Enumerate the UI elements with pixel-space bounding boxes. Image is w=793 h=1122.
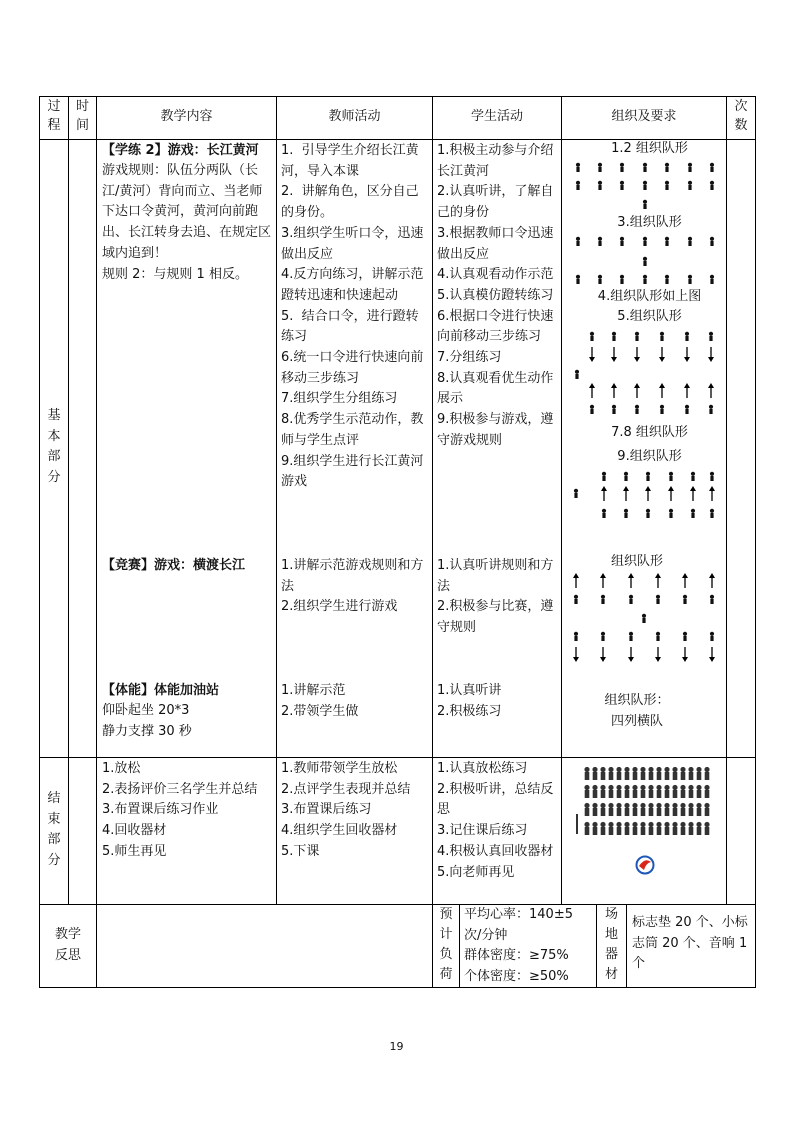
basic-section-label: 基 本 部 分: [47, 408, 61, 486]
arrow-up-icon: [601, 486, 607, 501]
arrow-up-icon: [684, 383, 690, 398]
student-marker: [620, 237, 624, 246]
arrow-up-icon: [600, 573, 606, 588]
header-organization: 组织及要求: [611, 109, 677, 124]
student-marker: [685, 332, 689, 341]
student-marker: [665, 237, 669, 246]
student-marker: [688, 237, 692, 246]
fitness-items: 仰卧起坐 20*3 静力支撑 30 秒: [102, 703, 192, 739]
arrow-up-icon: [708, 383, 714, 398]
student-marker: [629, 595, 633, 604]
header-student: 学生活动: [470, 109, 523, 124]
student-marker: [669, 472, 673, 481]
header-times: 次 数: [734, 99, 748, 133]
arrow-down-icon: [634, 347, 640, 362]
student-marker: [685, 405, 689, 414]
student-marker: [710, 275, 714, 284]
arrow-down-icon: [682, 647, 688, 662]
student-marker: [643, 163, 647, 172]
student-marker: [576, 275, 580, 284]
game2-title: 【竞赛】游戏：横渡长江: [102, 558, 246, 573]
teacher-marker: [643, 200, 647, 209]
ending-student-activity: 1.认真放松练习 2.积极听讲，总结反思 3.记住课后练习 4.积极认真回收器材 5.向老师再见: [437, 761, 554, 880]
student-marker: [709, 332, 713, 341]
student-marker: [710, 181, 714, 190]
formation-label-6: 9.组织队形: [617, 449, 682, 464]
crowd-row: [584, 767, 709, 780]
game1-teacher-activity: 1. 引导学生介绍长江黄河，导入本课 2. 讲解角色，区分自己的身份。 3.组织学生听口令，迅速做出反应 4.反方向练习，讲解示范蹬转迅速和快速起动 5. 结合口令，进行蹬转练习 6.统一口令进行快速向前移动三步练习 7.组织学生分组练习 8.优秀学生示范动作，教师与学生点评 9.组织学生进行长江黄河游戏: [281, 143, 424, 490]
student-marker: [665, 181, 669, 190]
fitness-title: 【体能】体能加油站: [102, 683, 220, 698]
game2-teacher-activity: 1.讲解示范游戏规则和方法 2.组织学生进行游戏: [281, 558, 424, 615]
reflection-label: 教学 反思: [54, 927, 81, 963]
teacher-marker: [575, 370, 579, 379]
student-marker: [624, 472, 628, 481]
arrow-up-icon: [709, 486, 715, 501]
student-marker: [660, 405, 664, 414]
student-marker: [574, 595, 578, 604]
student-marker: [598, 181, 602, 190]
teacher-marker: [574, 489, 578, 498]
student-marker: [620, 163, 624, 172]
game2-formation-label: 组织队形: [611, 554, 664, 569]
student-marker: [624, 509, 628, 518]
teacher-marker: [643, 257, 647, 266]
student-marker: [688, 181, 692, 190]
game1-title: 【学练 2】游戏：长江黄河: [102, 143, 259, 158]
student-marker: [612, 332, 616, 341]
arrow-up-icon: [668, 486, 674, 501]
formation-5-diagram: [575, 332, 714, 414]
arrow-up-icon: [655, 573, 661, 588]
arrow-down-icon: [708, 347, 714, 362]
arrow-up-icon: [690, 486, 696, 501]
student-marker: [576, 237, 580, 246]
load-values: 平均心率：140±5 次/分钟 群体密度：≥75% 个体密度：≥50%: [464, 907, 573, 984]
student-marker: [691, 472, 695, 481]
student-marker: [629, 632, 633, 641]
arrow-down-icon: [659, 347, 665, 362]
crowd-row: [584, 785, 709, 798]
crowd-row: [584, 803, 709, 816]
student-marker: [612, 405, 616, 414]
student-marker: [709, 405, 713, 414]
student-marker: [620, 181, 624, 190]
teacher-marker: [642, 614, 646, 623]
fitness-student-activity: 1.认真听讲 2.积极练习: [437, 683, 502, 719]
student-marker: [598, 275, 602, 284]
ending-content: 1.放松 2.表扬评价三名学生并总结 3.布置课后练习作业 4.回收器材 5.师生再见: [102, 761, 258, 859]
student-marker: [574, 632, 578, 641]
formation-label-1: 1.2 组织队形: [611, 141, 688, 156]
student-marker: [710, 237, 714, 246]
student-marker: [635, 332, 639, 341]
arrow-up-icon: [573, 573, 579, 588]
student-marker: [598, 163, 602, 172]
student-marker: [635, 405, 639, 414]
equipment-list: 标志垫 20 个、小标志筒 20 个、音响 1 个: [632, 915, 752, 972]
student-marker: [590, 405, 594, 414]
game2-formation-diagram: [573, 573, 715, 662]
header-content: 教学内容: [160, 109, 213, 124]
game1-rules: 游戏规则：队伍分两队（长江/黄河）背向而立、当老师下达口令黄河，黄河向前跑出、长江转身去追、在规定区域内追到！ 规则 2：与规则 1 相反。: [102, 163, 272, 282]
student-marker: [576, 181, 580, 190]
header-time: 时 间: [75, 99, 89, 133]
student-marker: [602, 509, 606, 518]
header-teacher: 教师活动: [328, 109, 381, 124]
arrow-up-icon: [682, 573, 688, 588]
student-marker: [683, 632, 687, 641]
student-marker: [665, 275, 669, 284]
student-marker: [710, 509, 714, 518]
student-marker: [683, 595, 687, 604]
student-marker: [646, 509, 650, 518]
student-marker: [669, 509, 673, 518]
fitness-formation-label: 组织队形： 四列横队: [604, 693, 670, 729]
student-marker: [601, 632, 605, 641]
game2-student-activity: 1.认真听讲规则和方法 2.积极参与比赛，遵守规则: [437, 558, 554, 636]
teacher-badge-icon: [637, 857, 654, 874]
student-marker: [643, 181, 647, 190]
venue-label: 场 地 器 材: [604, 907, 618, 982]
formation-1-2-diagram: [576, 163, 714, 209]
arrow-down-icon: [589, 347, 595, 362]
arrow-down-icon: [611, 347, 617, 362]
ending-formation-diagram: [576, 767, 710, 874]
teacher-marker: [576, 814, 578, 834]
formation-label-5: 7.8 组织队形: [611, 425, 688, 440]
arrow-down-icon: [573, 647, 579, 662]
game1-student-activity: 1.积极主动参与介绍长江黄河 2.认真听讲，了解自己的身份 3.根据教师口令迅速做出反应 4.认真观看动作示范 5.认真模仿蹬转练习 6.根据口令进行快速向前移动三步练习 7.分组练习 8.认真观看优生动作展示 9.积极参与游戏，遵守游戏规则: [437, 143, 554, 448]
arrow-down-icon: [709, 647, 715, 662]
fitness-teacher-activity: 1.讲解示范 2.带领学生做: [281, 683, 359, 719]
student-marker: [665, 163, 669, 172]
student-marker: [710, 595, 714, 604]
arrow-up-icon: [709, 573, 715, 588]
ending-section-label: 结 束 部 分: [47, 791, 61, 869]
crowd-row: [584, 822, 709, 835]
student-marker: [601, 595, 605, 604]
student-marker: [576, 163, 580, 172]
arrow-up-icon: [645, 486, 651, 501]
arrow-up-icon: [589, 383, 595, 398]
arrow-down-icon: [628, 647, 634, 662]
student-marker: [590, 332, 594, 341]
formation-label-3: 4.组织队形如上图: [597, 289, 702, 304]
arrow-up-icon: [634, 383, 640, 398]
student-marker: [691, 509, 695, 518]
arrow-up-icon: [628, 573, 634, 588]
ending-teacher-activity: 1.教师带领学生放松 2.点评学生表现并总结 3.布置课后练习 4.组织学生回收器材 5.下课: [281, 761, 411, 859]
arrow-down-icon: [600, 647, 606, 662]
arrow-down-icon: [655, 647, 661, 662]
student-marker: [643, 237, 647, 246]
arrow-up-icon: [611, 383, 617, 398]
formation-label-2: 3.组织队形: [617, 215, 682, 230]
arrow-down-icon: [684, 347, 690, 362]
header-process: 过 程: [47, 99, 61, 133]
formation-3-diagram: [576, 237, 714, 284]
formation-label-4: 5.组织队形: [617, 309, 682, 324]
formation-9-diagram: [574, 472, 715, 518]
load-label: 预 计 负 荷: [439, 907, 453, 982]
student-marker: [598, 237, 602, 246]
student-marker: [646, 472, 650, 481]
student-marker: [656, 632, 660, 641]
student-marker: [656, 595, 660, 604]
student-marker: [710, 472, 714, 481]
student-marker: [688, 163, 692, 172]
student-marker: [660, 332, 664, 341]
student-marker: [710, 632, 714, 641]
student-marker: [688, 275, 692, 284]
student-marker: [620, 275, 624, 284]
arrow-up-icon: [659, 383, 665, 398]
arrow-up-icon: [623, 486, 629, 501]
student-marker: [710, 163, 714, 172]
page-number: 19: [389, 1040, 404, 1053]
student-marker: [602, 472, 606, 481]
student-marker: [643, 275, 647, 284]
